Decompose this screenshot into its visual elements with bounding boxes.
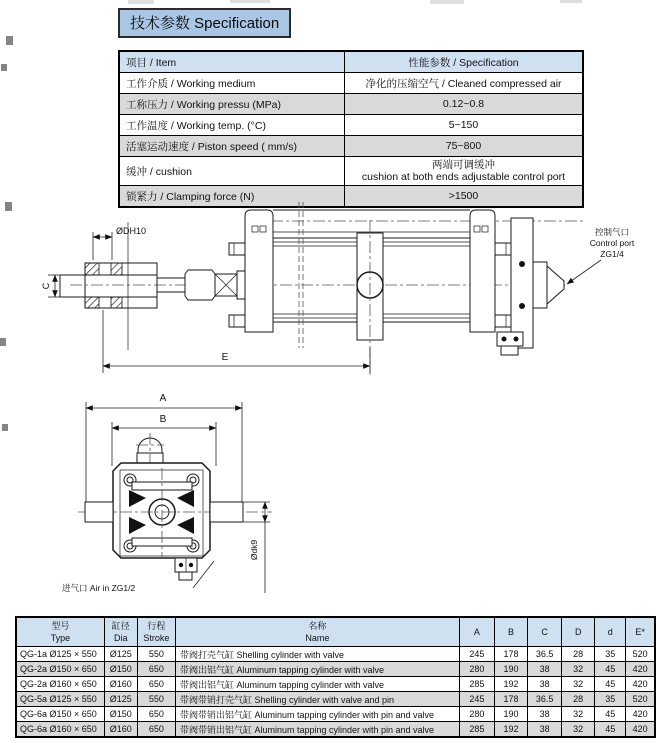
model-row: QG-6a Ø160 × 650 Ø160 650 带阀带销出铝气缸 Aluminum tapping cylinder with pin and valve 285 192 38 32 45 420 [16, 722, 655, 738]
spec-value: 净化的压缩空气 / Cleaned compressed air [345, 73, 584, 94]
spec-value: 5~150 [345, 115, 584, 136]
col-type: 型号 Type [16, 617, 104, 647]
spec-item: 锁紧力 / Clamping force (N) [119, 186, 345, 208]
air-in-text: 进气口 Air in ZG1/2 [62, 583, 136, 593]
model-type: QG-2a Ø150 × 650 [16, 662, 104, 677]
spec-item: 工作介质 / Working medium [119, 73, 345, 94]
model-dia: Ø125 [104, 647, 137, 662]
model-stroke: 650 [137, 707, 175, 722]
spec-row [119, 115, 583, 136]
dim-label-dk9: Ødk9 [249, 539, 259, 561]
col-stroke: 行程 Stroke [137, 617, 175, 647]
spec-item: 工称压力 / Working pressu (MPa) [119, 94, 345, 115]
col-d: D [562, 617, 595, 647]
model-type: QG-2a Ø160 × 650 [16, 677, 104, 692]
dimension-c [41, 275, 62, 297]
scan-smudge [128, 0, 154, 4]
model-stroke: 650 [137, 722, 175, 738]
col-name: 名称 Name [175, 617, 459, 647]
spec-row-cushion [119, 157, 583, 186]
scan-artifact [6, 36, 13, 45]
model-type: QG-5a Ø125 × 550 [16, 692, 104, 707]
model-type: QG-6a Ø150 × 650 [16, 707, 104, 722]
spec-item: 活塞运动速度 / Piston speed ( mm/s) [119, 136, 345, 157]
col-b: B [494, 617, 527, 647]
spec-row [119, 94, 583, 115]
model-name: 带阀出铝气缸 Aluminum tapping cylinder with valve [175, 662, 459, 677]
cushion-value-cn: 两端可调缓冲 [432, 159, 495, 171]
dim-label-b: B [159, 414, 167, 425]
dim-label-e: E [221, 352, 229, 363]
side-view-drawing [0, 190, 669, 390]
model-name: 带阀出铝气缸 Aluminum tapping cylinder with valve [175, 677, 459, 692]
front-view-drawing [40, 388, 300, 613]
model-dia: Ø125 [104, 692, 137, 707]
dim-label-dh10: ØDH10 [116, 226, 147, 236]
spec-header-value: 性能参数 / Specification [345, 51, 584, 73]
model-name: 带阀打壳气缸 Shelling cylinder with valve [175, 647, 459, 662]
top-dome [136, 433, 164, 466]
spec-item: 工作温度 / Working temp. (°C) [119, 115, 345, 136]
dim-label-c: C [41, 282, 51, 290]
model-type: QG-6a Ø160 × 650 [16, 722, 104, 738]
dim-label-a: A [159, 393, 167, 404]
spec-row [119, 136, 583, 157]
rear-valve-assembly [497, 218, 564, 355]
col-dia: 缸径 Dia [104, 617, 137, 647]
model-stroke: 550 [137, 647, 175, 662]
scan-smudge [560, 0, 582, 3]
dimension-dk9 [243, 502, 270, 593]
spec-row [119, 73, 583, 94]
col-a: A [459, 617, 494, 647]
spec-value: 75~800 [345, 136, 584, 157]
model-stroke: 650 [137, 662, 175, 677]
model-stroke: 550 [137, 692, 175, 707]
col-e: E* [626, 617, 655, 647]
spec-value [345, 157, 584, 186]
scan-artifact [2, 424, 8, 431]
spec-header-item: 项目 / Item [119, 51, 345, 73]
dimension-dh10 [93, 226, 146, 260]
model-row: QG-1a Ø125 × 550 Ø125 550 带阀打壳气缸 Shelling cylinder with valve 245 178 36.5 28 35 520 [16, 647, 655, 662]
control-port-cn: 控制气口 [594, 227, 630, 237]
control-port-en: Control port [589, 238, 635, 248]
col-c: C [528, 617, 562, 647]
spec-value: >1500 [345, 186, 584, 208]
model-row: QG-6a Ø150 × 650 Ø150 650 带阀带销出铝气缸 Aluminum tapping cylinder with pin and valve 280 190 38 32 45 420 [16, 707, 655, 722]
control-port-size: ZG1/4 [600, 249, 624, 259]
spec-value: 0.12~0.8 [345, 94, 584, 115]
scan-artifact [1, 64, 7, 71]
spec-header-row [119, 51, 583, 73]
model-row: QG-2a Ø160 × 650 Ø160 650 带阀出铝气缸 Aluminum tapping cylinder with valve 285 192 38 32 45 420 [16, 677, 655, 692]
model-dia: Ø160 [104, 677, 137, 692]
spec-table [118, 50, 584, 208]
scan-smudge [430, 0, 464, 4]
model-dia: Ø150 [104, 707, 137, 722]
model-dia: Ø150 [104, 662, 137, 677]
model-type: QG-1a Ø125 × 550 [16, 647, 104, 662]
col-d-small: d [595, 617, 626, 647]
model-row: QG-2a Ø150 × 650 Ø150 650 带阀出铝气缸 Aluminum tapping cylinder with valve 280 190 38 32 45 420 [16, 662, 655, 677]
model-header-row [16, 617, 655, 647]
control-port-label [567, 227, 635, 284]
model-stroke: 650 [137, 677, 175, 692]
scan-smudge [230, 0, 270, 3]
page-title: 技术参数 Specification [118, 8, 291, 38]
bottom-air-fitting [175, 558, 197, 580]
model-table [15, 616, 656, 738]
model-name: 带阀带销出铝气缸 Aluminum tapping cylinder with pin and valve [175, 722, 459, 738]
model-name: 带阀带销打壳气缸 Shelling cylinder with valve and pin [175, 692, 459, 707]
spec-item: 缓冲 / cushion [119, 157, 345, 186]
model-row: QG-5a Ø125 × 550 Ø125 550 带阀带销打壳气缸 Shelling cylinder with valve and pin 245 178 36.5 28 35 520 [16, 692, 655, 707]
model-dia: Ø160 [104, 722, 137, 738]
model-name: 带阀带销出铝气缸 Aluminum tapping cylinder with pin and valve [175, 707, 459, 722]
clevis [60, 222, 157, 350]
dimension-b [112, 414, 216, 466]
cushion-value-en: cushion at both ends adjustable control port [361, 171, 566, 183]
